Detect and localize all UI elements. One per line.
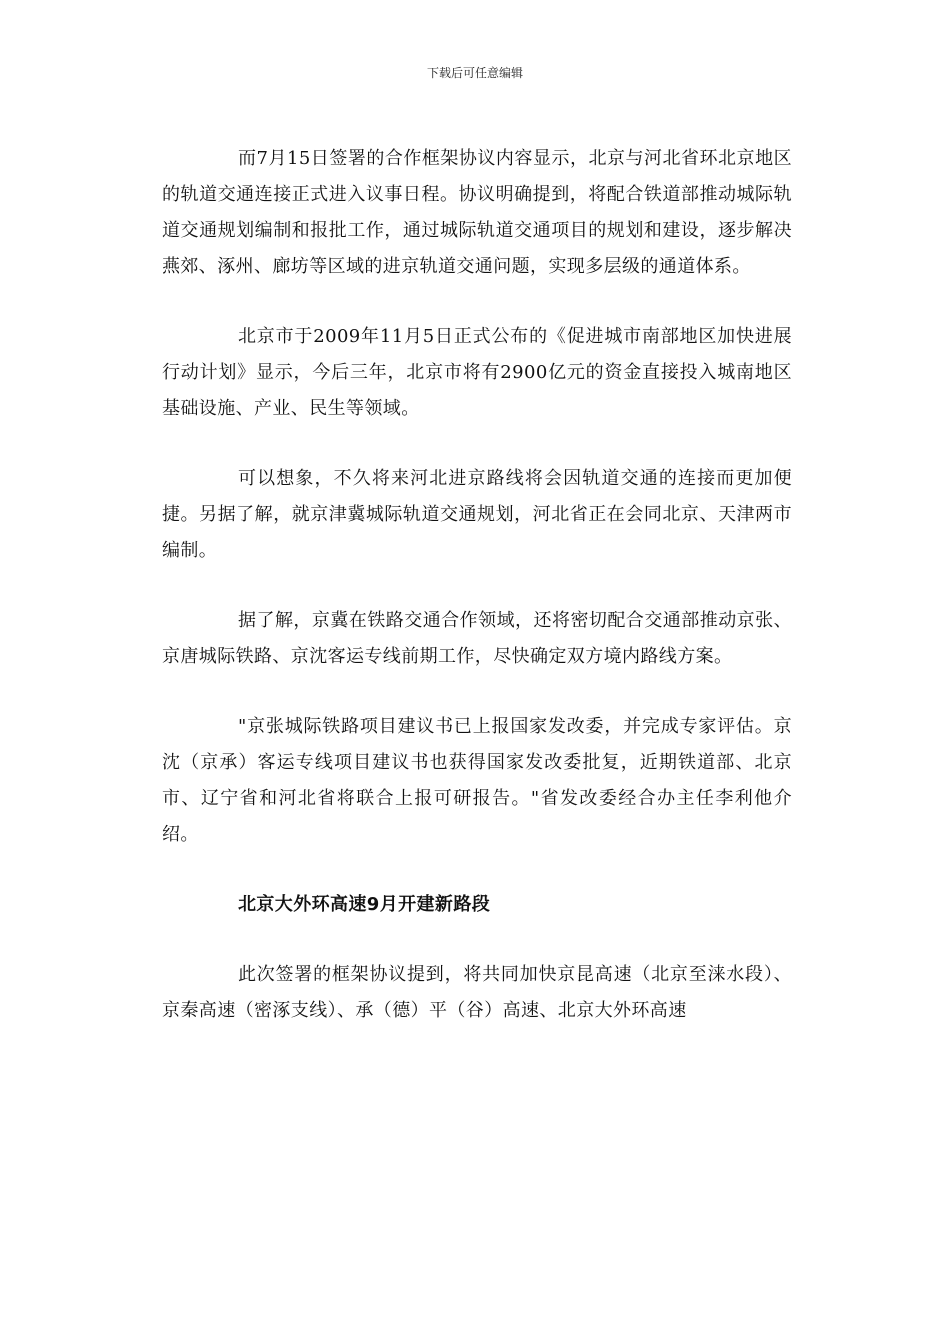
paragraph-quote: "京张城际铁路项目建议书已上报国家发改委，并完成专家评估。京沈（京承）客运专线项目建议书也获得国家发改委批复，近期铁道部、北京市、辽宁省和河北省将联合上报可研报告。"省发改委经合办主任李利他介绍。 (162, 716, 792, 845)
paragraph-rail-agreement: 而7月15日签署的合作框架协议内容显示，北京与河北省环北京地区的轨道交通连接正式进入议事日程。协议明确提到，将配合铁道部推动城际轨道交通规划编制和报批工作，通过城际轨道交通项目的规划和建设，逐步解决燕郊、涿州、廊坊等区域的进京轨道交通问题，实现多层级的通道体系。 (162, 148, 792, 277)
paragraph-south-plan: 北京市于2009年11月5日正式公布的《促进城市南部地区加快进展行动计划》显示，今后三年，北京市将有2900亿元的资金直接投入城南地区基础设施、产业、民生等领域。 (162, 326, 792, 419)
paragraph-highway-agreement: 此次签署的框架协议提到，将共同加快京昆高速（北京至涞水段）、京秦高速（密涿支线）、承（德）平（谷）高速、北京大外环高速 (162, 964, 792, 1021)
paragraph-railway-cooperation: 据了解，京冀在铁路交通合作领域，还将密切配合交通部推动京张、京唐城际铁路、京沈客运专线前期工作，尽快确定双方境内路线方案。 (162, 610, 792, 667)
section-heading: 北京大外环高速9月开建新路段 (238, 894, 491, 915)
document-body (162, 141, 792, 1063)
paragraph-hebei-access: 可以想象，不久将来河北进京路线将会因轨道交通的连接而更加便捷。另据了解，就京津冀城际轨道交通规划，河北省正在会同北京、天津两市编制。 (162, 468, 792, 561)
page-header: 下载后可任意编辑 (426, 66, 523, 80)
